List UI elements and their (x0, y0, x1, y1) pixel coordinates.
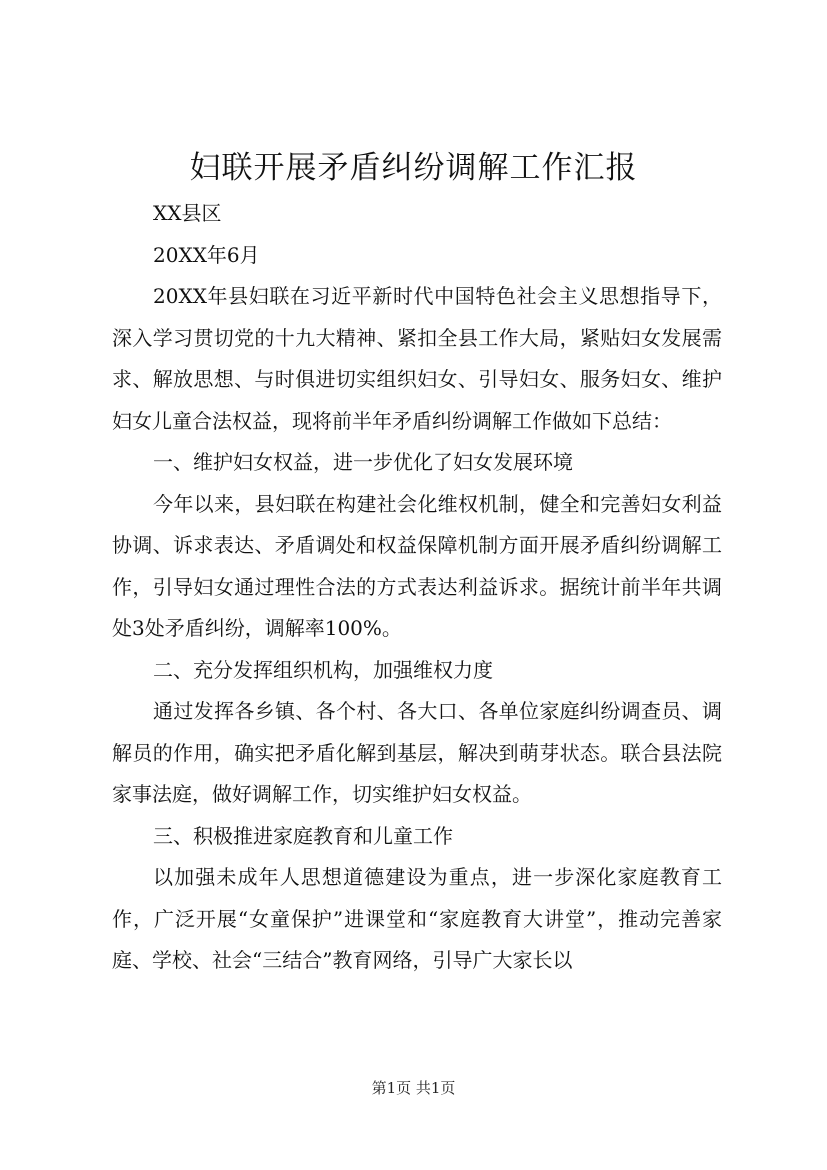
intro-paragraph: 20XX年县妇联在习近平新时代中国特色社会主义思想指导下，深入学习贯切党的十九大精神、紧扣全县工作大局，紧贴妇女发展需求、解放思想、与时俱进切实组织妇女、引导妇女、服务妇女、维护妇女儿童合法权益，现将前半年矛盾纠纷调解工作做如下总结： (112, 284, 722, 433)
date-line: 20XX年6月 (153, 242, 260, 267)
document-body (112, 193, 722, 982)
section-heading-1: 一、维护妇女权益，进一步优化了妇女发展环境 (153, 450, 573, 474)
section-paragraph-1: 今年以来，县妇联在构建社会化维权机制，健全和完善妇女利益协调、诉求表达、矛盾调处和权益保障机制方面开展矛盾纠纷调解工作，引导妇女通过理性合法的方式表达利益诉求。据统计前半年共调处3处矛盾纠纷，调解率100%。 (112, 491, 722, 640)
page-footer: 第1页 共1页 (371, 1079, 456, 1097)
section-paragraph-2: 通过发挥各乡镇、各个村、各大口、各单位家庭纠纷调查员、调解员的作用，确实把矛盾化解到基层，解决到萌芽状态。联合县法院家事法庭，做好调解工作，切实维护妇女权益。 (112, 699, 722, 806)
org-line: XX县区 (153, 201, 222, 225)
document-title: 妇联开展矛盾纠纷调解工作汇报 (189, 150, 638, 186)
section-paragraph-3: 以加强未成年人思想道德建设为重点，进一步深化家庭教育工作，广泛开展“女童保护”进课堂和“家庭教育大讲堂”，推动完善家庭、学校、社会“三结合”教育网络，引导广大家长以 (112, 865, 722, 972)
section-heading-2: 二、充分发挥组织机构，加强维权力度 (153, 657, 493, 682)
section-heading-3: 三、积极推进家庭教育和儿童工作 (153, 823, 453, 848)
